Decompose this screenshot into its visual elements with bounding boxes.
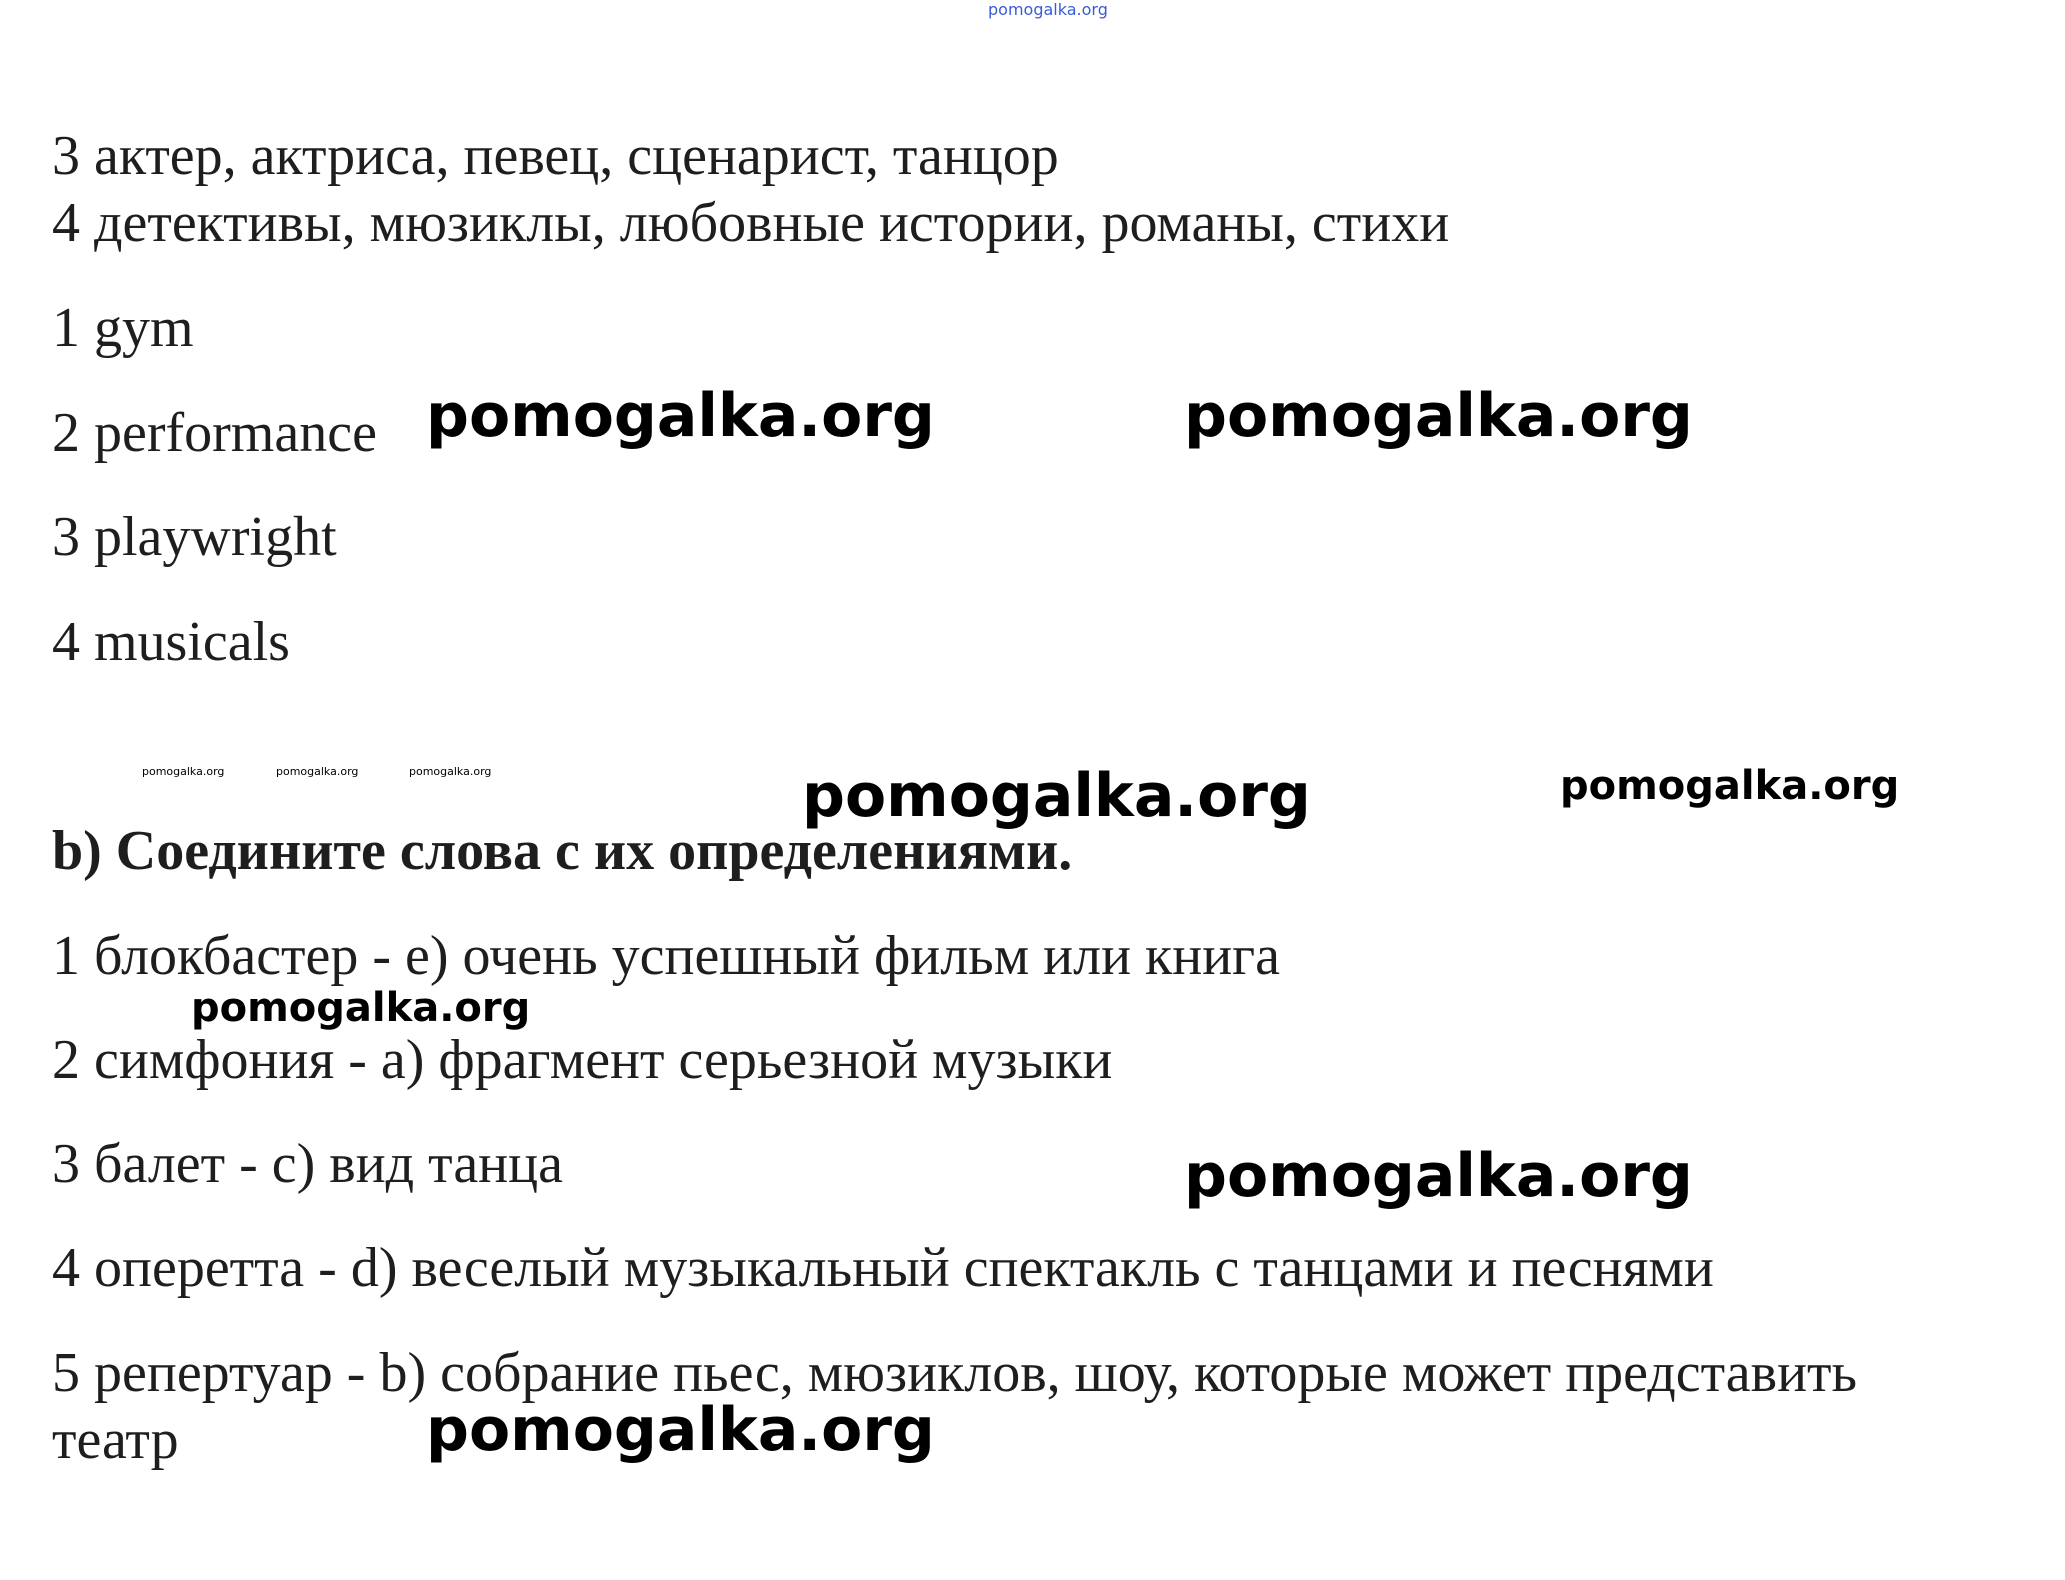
match-item-5-continuation: театр bbox=[52, 1409, 179, 1471]
watermark: pomogalka.org bbox=[142, 765, 225, 778]
watermark: pomogalka.org bbox=[409, 765, 492, 778]
watermark: pomogalka.org bbox=[426, 1395, 935, 1465]
top-watermark: pomogalka.org bbox=[988, 0, 1108, 19]
match-item-1: 1 блокбастер - e) очень успешный фильм или книга bbox=[52, 925, 1281, 987]
answer-4: 4 musicals bbox=[52, 611, 290, 673]
vocab-line-4: 4 детективы, мюзиклы, любовные истории, романы, стихи bbox=[52, 192, 1450, 254]
answer-2: 2 performance bbox=[52, 402, 377, 464]
answer-1: 1 gym bbox=[52, 297, 194, 359]
watermark: pomogalka.org bbox=[426, 381, 935, 451]
match-item-2: 2 симфония - a) фрагмент серьезной музыки bbox=[52, 1029, 1113, 1091]
match-item-4: 4 оперетта - d) веселый музыкальный спектакль с танцами и песнями bbox=[52, 1237, 1714, 1299]
vocab-line-3: 3 актер, актриса, певец, сценарист, танцор bbox=[52, 125, 1059, 187]
match-item-3: 3 балет - c) вид танца bbox=[52, 1133, 563, 1195]
answer-3: 3 playwright bbox=[52, 506, 337, 568]
section-b-heading: b) Соедините слова с их определениями. bbox=[52, 820, 1073, 882]
watermark: pomogalka.org bbox=[802, 761, 1311, 831]
watermark: pomogalka.org bbox=[191, 985, 531, 1031]
watermark: pomogalka.org bbox=[1184, 1141, 1693, 1211]
match-item-5: 5 репертуар - b) собрание пьес, мюзиклов, шоу, которые может представить bbox=[52, 1342, 1858, 1404]
watermark: pomogalka.org bbox=[1560, 763, 1900, 809]
watermark: pomogalka.org bbox=[1184, 381, 1693, 451]
watermark: pomogalka.org bbox=[276, 765, 359, 778]
